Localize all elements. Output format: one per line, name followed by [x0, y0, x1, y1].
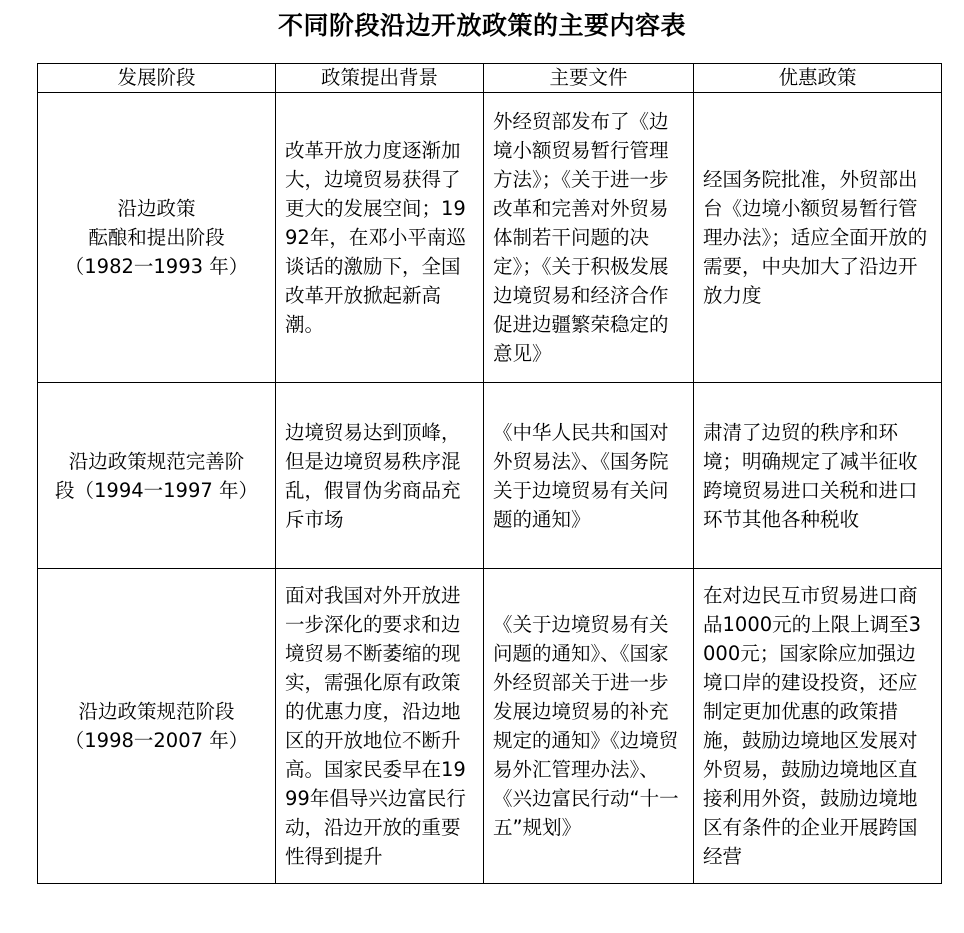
preferential-cell: 在对边民互市贸易进口商品1000元的上限上调至3000元；国家除应加强边境口岸的建设投资，还应制定更加优惠的政策措施，鼓励边境地区发展对外贸易，鼓励边境地区直接利用外资，鼓励边境地区有条件的企业开展跨国经营	[694, 569, 942, 884]
column-header-preferential: 优惠政策	[694, 64, 942, 93]
table-header-row	[38, 64, 942, 93]
stage-cell	[38, 93, 276, 383]
column-header-background: 政策提出背景	[276, 64, 484, 93]
page-title: 不同阶段沿边开放政策的主要内容表	[277, 11, 686, 40]
stage-line: 段（1994一1997 年）	[55, 478, 258, 502]
preferential-cell: 经国务院批准，外贸部出台《边境小额贸易暂行管理办法》；适应全面开放的需要，中央加大了沿边开放力度	[694, 93, 942, 383]
column-header-documents: 主要文件	[484, 64, 694, 93]
background-cell: 边境贸易达到顶峰，但是边境贸易秩序混乱，假冒伪劣商品充斥市场	[276, 383, 484, 569]
documents-cell: 《中华人民共和国对外贸易法》、《国务院关于边境贸易有关问题的通知》	[484, 383, 694, 569]
stage-cell	[38, 569, 276, 884]
background-cell: 面对我国对外开放进一步深化的要求和边境贸易不断萎缩的现实，需强化原有政策的优惠力度，沿边地区的开放地位不断升高。国家民委早在1999年倡导兴边富民行动，沿边开放的重要性得到提升	[276, 569, 484, 884]
table-row	[38, 569, 942, 884]
stage-line: （1998一2007 年）	[64, 729, 249, 752]
stage-cell	[38, 383, 276, 569]
background-cell: 改革开放力度逐渐加大，边境贸易获得了更大的发展空间；1992年，在邓小平南巡谈话的激励下，全国改革开放掀起新高潮。	[276, 93, 484, 383]
documents-cell: 外经贸部发布了《边境小额贸易暂行管理方法》；《关于进一步改革和完善对外贸易体制若干问题的决定》；《关于积极发展边境贸易和经济合作促进边疆繁荣稳定的意见》	[484, 93, 694, 383]
table-row	[38, 93, 942, 383]
documents-cell: 《关于边境贸易有关问题的通知》、《国家外经贸部关于进一步发展边境贸易的补充规定的通知》《边境贸易外汇管理办法》、《兴边富民行动“十一五”规划》	[484, 569, 694, 884]
policy-table	[37, 63, 942, 884]
stage-line: 沿边政策规范完善阶	[68, 449, 245, 473]
stage-line: 酝酿和提出阶段	[88, 226, 225, 249]
preferential-cell: 肃清了边贸的秩序和环境；明确规定了减半征收跨境贸易进口关税和进口环节其他各种税收	[694, 383, 942, 569]
stage-line: 沿边政策	[117, 197, 196, 220]
stage-line: 沿边政策规范阶段	[78, 700, 235, 723]
column-header-stage: 发展阶段	[38, 64, 276, 93]
table-row	[38, 383, 942, 569]
stage-line: （1982一1993 年）	[64, 255, 249, 278]
